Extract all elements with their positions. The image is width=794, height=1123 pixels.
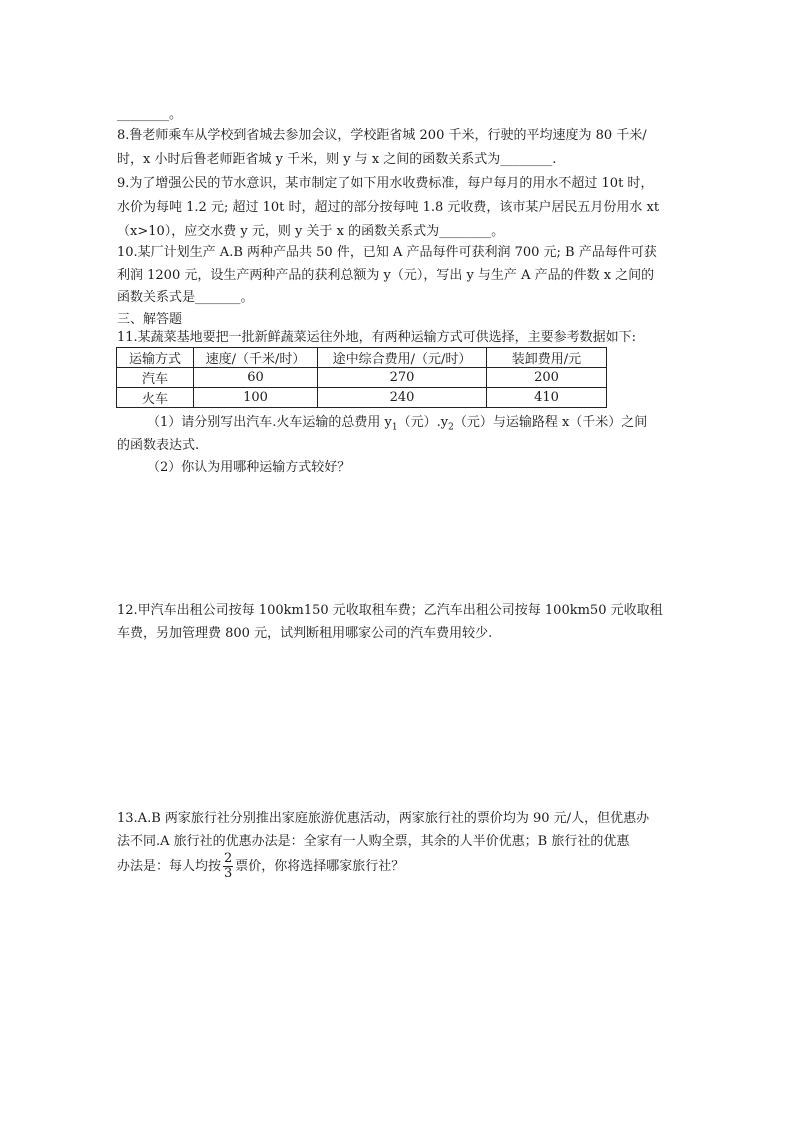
q11-part1-line1: [147, 413, 647, 438]
q9-line1: 9.为了增强公民的节水意识，某市制定了如下用水收费标准，每户每月的用水不超过 10t 时，: [117, 176, 654, 191]
subscript: 2: [448, 422, 454, 433]
q9-line3: （x>10），应交水费 y 元，则 y 关于 x 的函数关系式为________。: [117, 224, 505, 239]
q8-line1: 8.鲁老师乘车从学校到省城去参加会议，学校距省城 200 千米，行驶的平均速度为 80 千米/: [117, 128, 647, 143]
q13-text: 票价，你将选择哪家旅行社？: [235, 859, 405, 874]
blank-line: ________。: [117, 107, 183, 122]
q8-line2: 时，x 小时后鲁老师距省城 y 千米，则 y 与 x 之间的函数关系式为________.: [117, 152, 557, 167]
table-cell: 270: [318, 368, 487, 388]
table-cell: 火车: [117, 388, 194, 408]
table-cell: 100: [194, 388, 318, 408]
q11-part1-text: （1）请分别写出汽车.火车运输的总费用 y: [147, 415, 392, 430]
table-header-row: [117, 348, 607, 368]
table-cell: 200: [487, 368, 607, 388]
fraction-denominator: 3: [224, 866, 233, 881]
table-row: [117, 388, 607, 408]
q11-line1: 11.某蔬菜基地要把一批新鲜蔬菜运往外地，有两种运输方式可供选择，主要参考数据如下:: [117, 330, 637, 345]
q13-line2: 法不同.A 旅行社的优惠办法是：全家有一人购全票，其余的人半价优惠；B 旅行社的优惠: [117, 834, 630, 849]
q10-line2: 利润 1200 元，设生产两种产品的获利总额为 y（元），写出 y 与生产 A 产品的件数 x 之间的: [117, 268, 655, 283]
q11-part2: （2）你认为用哪种运输方式较好？: [147, 460, 351, 475]
q12-line2: 车费，另加管理费 800 元，试判断租用哪家公司的汽车费用较少.: [117, 626, 493, 641]
subscript: 1: [391, 422, 398, 433]
table-header-cell: 运输方式: [117, 348, 194, 368]
q12-line1: 12.甲汽车出租公司按每 100km150 元收取租车费；乙汽车出租公司按每 100km50 元收取租: [117, 603, 663, 618]
fraction-numerator: 2: [224, 851, 233, 866]
table-cell: 410: [487, 388, 607, 408]
transport-table: [116, 347, 607, 408]
q10-line3: 函数关系式是_______。: [117, 290, 254, 305]
section-3-heading: 三、解答题: [117, 312, 183, 327]
q11-part1-line2: 的函数表达式.: [117, 438, 200, 453]
q13-line3: [117, 852, 404, 882]
q9-line2: 水价为每吨 1.2 元; 超过 10t 时，超过的部分按每吨 1.8 元收费，该市某户居民五月份用水 xt: [117, 200, 660, 215]
q13-line1: 13.A.B 两家旅行社分别推出家庭旅游优惠活动，两家旅行社的票价均为 90 元/人，但优惠办: [117, 811, 650, 826]
table-cell: 60: [194, 368, 318, 388]
q11-part1-text: （元）.y: [397, 415, 449, 430]
table-header-cell: 装卸费用/元: [487, 348, 607, 368]
fraction: [223, 852, 233, 881]
table-header-cell: 速度/（千米/时）: [194, 348, 318, 368]
table-row: [117, 368, 607, 388]
table-cell: 240: [318, 388, 487, 408]
table-cell: 汽车: [117, 368, 194, 388]
table-header-cell: 途中综合费用/（元/时）: [318, 348, 487, 368]
q13-text: 办法是：每人均按: [117, 859, 222, 874]
q11-part1-text: （元）与运输路程 x（千米）之间: [453, 415, 648, 430]
q10-line1: 10.某厂计划生产 A.B 两种产品共 50 件，已知 A 产品每件可获利润 700 元; B 产品每件可获: [117, 245, 657, 260]
